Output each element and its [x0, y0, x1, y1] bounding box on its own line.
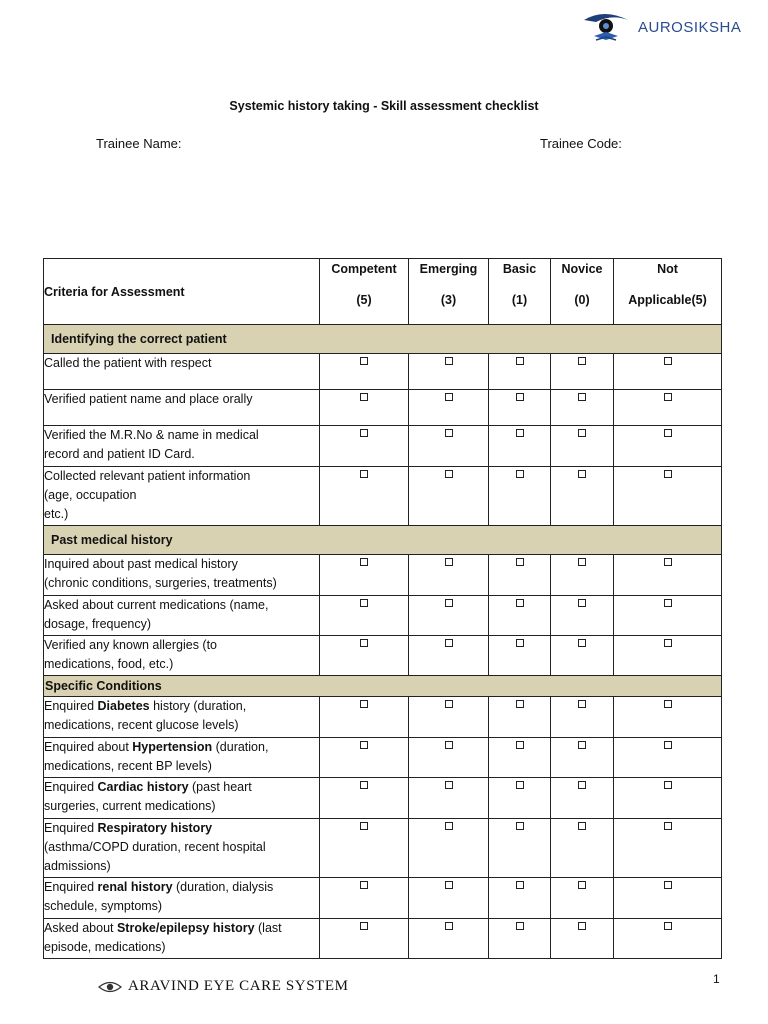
checkbox[interactable]	[516, 599, 524, 607]
column-header-not-applicable: Not Applicable(5)	[614, 259, 722, 325]
column-header-basic: Basic (1)	[489, 259, 551, 325]
checkbox[interactable]	[664, 470, 672, 478]
checkbox[interactable]	[664, 639, 672, 647]
checkbox[interactable]	[578, 639, 586, 647]
checkbox[interactable]	[664, 822, 672, 830]
criterion-label: Inquired about past medical history (chronic conditions, surgeries, treatments)	[44, 555, 320, 596]
trainee-name-label: Trainee Name:	[96, 136, 182, 151]
checkbox[interactable]	[516, 700, 524, 708]
section-header: Past medical history	[44, 526, 722, 555]
checkbox[interactable]	[578, 822, 586, 830]
checkbox[interactable]	[445, 881, 453, 889]
checkbox[interactable]	[516, 881, 524, 889]
table-row	[44, 555, 722, 596]
table-row	[44, 426, 722, 467]
aurosiksha-logo	[582, 10, 741, 44]
checkbox[interactable]	[360, 741, 368, 749]
criterion-label: Verified the M.R.No & name in medical record and patient ID Card.	[44, 426, 320, 467]
checkbox[interactable]	[445, 922, 453, 930]
checkbox[interactable]	[360, 599, 368, 607]
document-title: Systemic history taking - Skill assessment checklist	[229, 99, 539, 113]
checkbox[interactable]	[578, 599, 586, 607]
checkbox[interactable]	[360, 781, 368, 789]
checkbox[interactable]	[664, 429, 672, 437]
checkbox[interactable]	[578, 741, 586, 749]
checkbox[interactable]	[578, 357, 586, 365]
checkbox[interactable]	[360, 429, 368, 437]
checkbox[interactable]	[445, 781, 453, 789]
eye-book-icon	[582, 10, 634, 44]
checkbox[interactable]	[360, 822, 368, 830]
checkbox[interactable]	[445, 357, 453, 365]
criterion-label: Enquired about Hypertension (duration, medications, recent BP levels)	[44, 738, 320, 778]
checkbox[interactable]	[516, 470, 524, 478]
checkbox[interactable]	[445, 700, 453, 708]
checkbox[interactable]	[578, 922, 586, 930]
table-row	[44, 697, 722, 738]
checkbox[interactable]	[664, 700, 672, 708]
checkbox[interactable]	[664, 741, 672, 749]
checkbox[interactable]	[516, 558, 524, 566]
checkbox[interactable]	[360, 393, 368, 401]
criterion-label: Enquired renal history (duration, dialysis schedule, symptoms)	[44, 878, 320, 919]
trainee-code-label: Trainee Code:	[540, 136, 622, 151]
checkbox[interactable]	[516, 922, 524, 930]
criterion-label: Verified patient name and place orally	[44, 390, 320, 426]
checkbox[interactable]	[516, 781, 524, 789]
checkbox[interactable]	[578, 781, 586, 789]
checkbox[interactable]	[360, 558, 368, 566]
table-row	[44, 919, 722, 959]
checkbox[interactable]	[445, 599, 453, 607]
page-number: 1	[713, 972, 720, 986]
table-row	[44, 596, 722, 636]
checkbox[interactable]	[516, 393, 524, 401]
eye-icon	[98, 979, 122, 995]
criterion-label: Verified any known allergies (to medications, food, etc.)	[44, 636, 320, 676]
checkbox[interactable]	[578, 429, 586, 437]
criterion-label: Enquired Cardiac history (past heart surgeries, current medications)	[44, 778, 320, 819]
section-header: Specific Conditions	[44, 676, 722, 697]
checkbox[interactable]	[360, 922, 368, 930]
checkbox[interactable]	[445, 393, 453, 401]
checkbox[interactable]	[664, 781, 672, 789]
checkbox[interactable]	[516, 639, 524, 647]
column-header-competent: Competent (5)	[320, 259, 409, 325]
checkbox[interactable]	[664, 558, 672, 566]
checkbox[interactable]	[578, 700, 586, 708]
criterion-label: Asked about current medications (name, dosage, frequency)	[44, 596, 320, 636]
checkbox[interactable]	[664, 357, 672, 365]
criterion-label: Collected relevant patient information (age, occupation etc.)	[44, 467, 320, 526]
checkbox[interactable]	[516, 741, 524, 749]
column-header-novice: Novice (0)	[551, 259, 614, 325]
checkbox[interactable]	[445, 822, 453, 830]
checkbox[interactable]	[360, 700, 368, 708]
table-header-row	[44, 259, 722, 325]
criterion-label: Enquired Respiratory history (asthma/COPD duration, recent hospital admissions)	[44, 819, 320, 878]
checkbox[interactable]	[516, 357, 524, 365]
table-row	[44, 819, 722, 878]
table-row	[44, 778, 722, 819]
checkbox[interactable]	[445, 558, 453, 566]
checkbox[interactable]	[360, 639, 368, 647]
assessment-table	[43, 258, 722, 959]
checkbox[interactable]	[664, 922, 672, 930]
checkbox[interactable]	[445, 741, 453, 749]
checkbox[interactable]	[578, 881, 586, 889]
checkbox[interactable]	[578, 393, 586, 401]
criterion-label: Enquired Diabetes history (duration, medications, recent glucose levels)	[44, 697, 320, 738]
footer-org-text: ARAVIND EYE CARE SYSTEM	[128, 978, 349, 994]
checkbox[interactable]	[360, 881, 368, 889]
criterion-label: Asked about Stroke/epilepsy history (last episode, medications)	[44, 919, 320, 959]
table-row	[44, 354, 722, 390]
column-header-emerging: Emerging (3)	[409, 259, 489, 325]
checkbox[interactable]	[445, 429, 453, 437]
table-row	[44, 467, 722, 526]
checkbox[interactable]	[664, 393, 672, 401]
table-row	[44, 390, 722, 426]
section-header: Identifying the correct patient	[44, 325, 722, 354]
checkbox[interactable]	[360, 357, 368, 365]
checkbox[interactable]	[445, 639, 453, 647]
criterion-label: Called the patient with respect	[44, 354, 320, 390]
checkbox[interactable]	[445, 470, 453, 478]
checkbox[interactable]	[516, 429, 524, 437]
table-row	[44, 636, 722, 676]
logo-text: AUROSIKSHA	[638, 18, 742, 36]
checkbox[interactable]	[516, 822, 524, 830]
checkbox[interactable]	[578, 558, 586, 566]
checkbox[interactable]	[664, 881, 672, 889]
aravind-footer-logo	[98, 978, 349, 995]
table-row	[44, 878, 722, 919]
checkbox[interactable]	[578, 470, 586, 478]
criteria-header: Criteria for Assessment	[44, 259, 320, 325]
table-row	[44, 738, 722, 778]
checkbox[interactable]	[664, 599, 672, 607]
checkbox[interactable]	[360, 470, 368, 478]
